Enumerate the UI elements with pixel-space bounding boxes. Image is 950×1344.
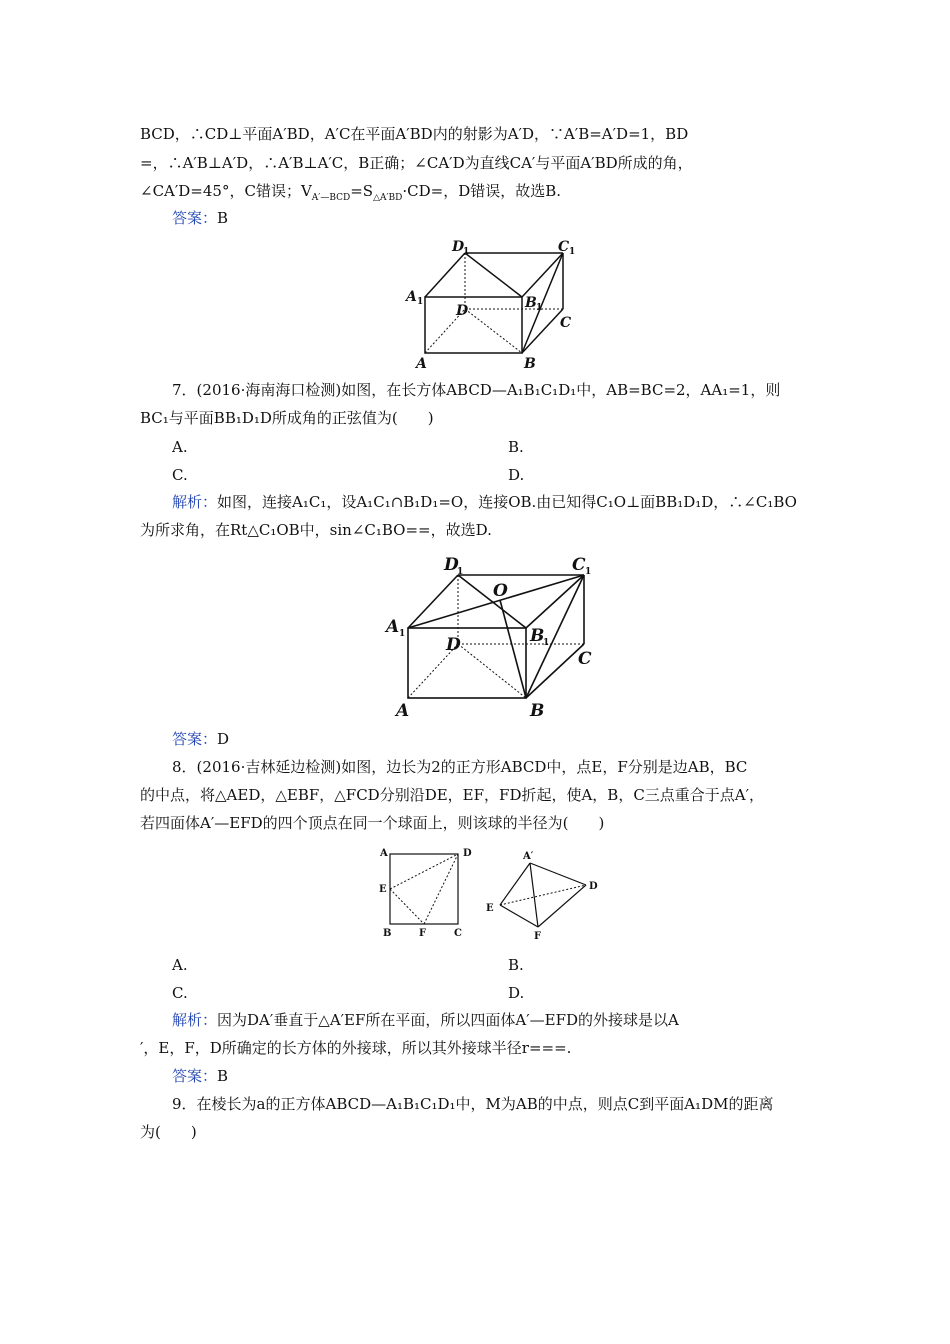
label-B: B bbox=[383, 928, 392, 939]
option-b: B. bbox=[508, 956, 524, 974]
label-O: O bbox=[493, 581, 508, 601]
label-C: C bbox=[560, 315, 572, 331]
label-D: D bbox=[463, 848, 472, 859]
subscript: 1 bbox=[585, 567, 592, 577]
option-b: B. bbox=[508, 438, 524, 456]
figure-tetrahedron bbox=[478, 845, 608, 945]
option-c: C. bbox=[172, 984, 188, 1002]
label-D: D bbox=[456, 303, 469, 319]
label-A: A bbox=[380, 848, 388, 859]
option-a: A. bbox=[172, 438, 188, 456]
label-D: D bbox=[446, 635, 461, 655]
question-9-line: 为( ) bbox=[140, 1123, 197, 1141]
label-A1: A bbox=[406, 289, 417, 305]
option-d: D. bbox=[508, 466, 525, 484]
subscript: 1 bbox=[463, 247, 470, 257]
label-B1: B bbox=[530, 626, 545, 646]
text-line: BCD，∴CD⊥平面A′BD，A′C在平面A′BD内的射影为A′D，∵A′B=A′D=1，BD bbox=[140, 125, 689, 143]
subscript: 1 bbox=[457, 567, 464, 577]
question-8-line: 8．(2016·吉林延边检测)如图，边长为2的正方形ABCD中，点E，F分别是边AB，BC bbox=[172, 758, 748, 776]
label-C: C bbox=[578, 649, 592, 669]
question-8-line: 的中点，将△AED，△EBF，△FCD分别沿DE，EF，FD折起，使A，B，C三点重合于点A′， bbox=[140, 786, 765, 804]
label-E: E bbox=[486, 903, 494, 914]
subscript: 1 bbox=[417, 297, 424, 307]
text-line: =，∴A′B⊥A′D，∴A′B⊥A′C，B正确；∠CA′D为直线CA′与平面A′BD所成的角， bbox=[140, 154, 693, 172]
solution-7-line: 解析：如图，连接A₁C₁，设A₁C₁∩B₁D₁=O，连接OB.由已知得C₁O⊥面BB₁D₁D，∴∠C₁BO bbox=[172, 493, 797, 511]
text-line: ∠CA′D=45°，C错误；$V_{A'—BCD}=S_{\triangle A'BD}\cdot CD=$，D错误，故选B. bbox=[140, 182, 562, 203]
label-C1: C bbox=[572, 555, 586, 575]
label-E: E bbox=[379, 884, 387, 895]
question-8-line: 若四面体A′—EFD的四个顶点在同一个球面上，则该球的半径为( ) bbox=[140, 814, 605, 832]
subscript: 1 bbox=[536, 303, 543, 313]
label-F: F bbox=[419, 928, 427, 939]
label-D: D bbox=[589, 881, 598, 892]
option-c: C. bbox=[172, 466, 188, 484]
question-7-line: 7．(2016·海南海口检测)如图，在长方体ABCD—A₁B₁C₁D₁中，AB=BC=2，AA₁=1，则 bbox=[172, 381, 781, 399]
solution-8-line: 解析：因为DA′垂直于△A′EF所在平面，所以四面体A′—EFD的外接球是以A bbox=[172, 1011, 679, 1029]
solution-7-line: 为所求角，在Rt△C₁OB中，sin∠C₁BO==，故选D. bbox=[140, 521, 492, 539]
question-7-line: BC₁与平面BB₁D₁D所成角的正弦值为( ) bbox=[140, 409, 434, 427]
label-A1: A bbox=[386, 617, 400, 637]
label-C: C bbox=[454, 928, 462, 939]
label-D1: D bbox=[452, 239, 465, 255]
subscript: 1 bbox=[543, 638, 550, 648]
label-B: B bbox=[524, 356, 536, 372]
subscript: 1 bbox=[569, 247, 576, 257]
answer-6: 答案：B bbox=[172, 209, 229, 227]
figure-square bbox=[370, 842, 480, 942]
subscript: 1 bbox=[399, 629, 406, 639]
figure-cuboid-2 bbox=[380, 548, 610, 724]
label-A: A bbox=[396, 701, 410, 721]
label-A: A bbox=[416, 356, 427, 372]
solution-8-line: ′，E，F，D所确定的长方体的外接球，所以其外接球半径r===. bbox=[140, 1039, 572, 1057]
question-9-line: 9．在棱长为a的正方体ABCD—A₁B₁C₁D₁中，M为AB的中点，则点C到平面A₁DM的距离 bbox=[172, 1095, 774, 1113]
figure-cuboid-1 bbox=[400, 235, 590, 375]
answer-8: 答案：B bbox=[172, 1067, 229, 1085]
answer-7: 答案：D bbox=[172, 730, 230, 748]
label-B: B bbox=[530, 701, 545, 721]
label-D1: D bbox=[444, 555, 459, 575]
option-d: D. bbox=[508, 984, 525, 1002]
option-a: A. bbox=[172, 956, 188, 974]
label-C1: C bbox=[558, 239, 570, 255]
label-B1: B bbox=[525, 295, 537, 311]
label-F: F bbox=[534, 931, 542, 942]
label-A-prime: A′ bbox=[523, 851, 534, 862]
